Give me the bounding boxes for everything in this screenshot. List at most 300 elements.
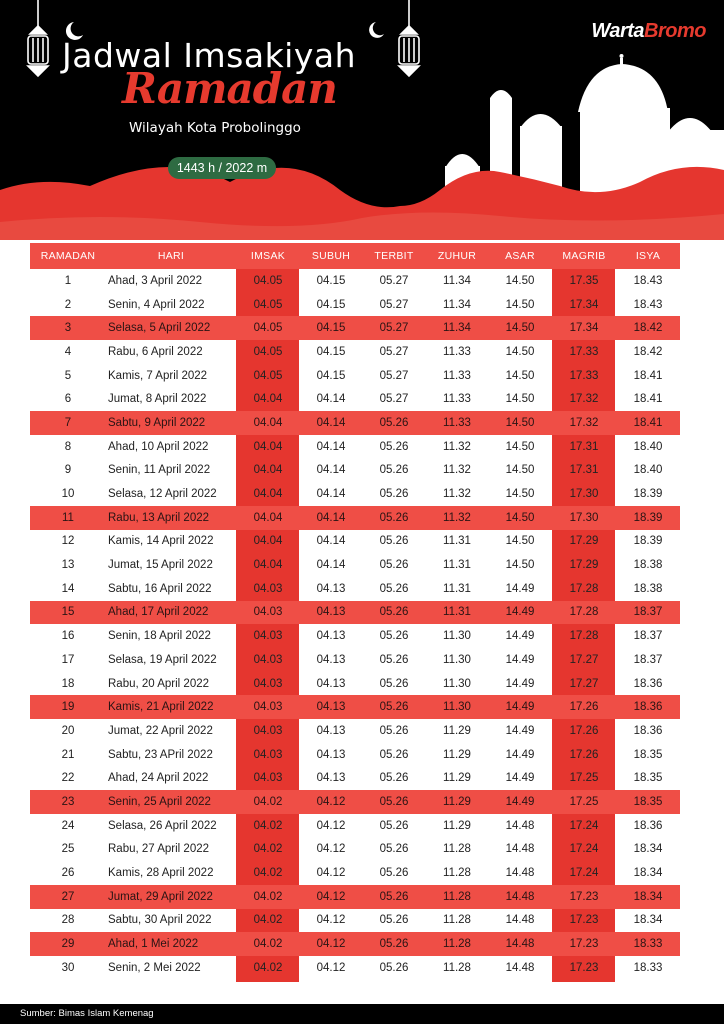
- cell-zuhur: 11.30: [443, 653, 471, 666]
- cell-ramadan: 12: [61, 535, 75, 548]
- cell-imsak: 04.04: [253, 440, 283, 453]
- cell-terbit: 05.26: [379, 795, 409, 808]
- cell-terbit: 05.26: [379, 724, 409, 737]
- cell-subuh: 04.15: [316, 322, 346, 335]
- cell-terbit: 05.27: [379, 322, 409, 335]
- cell-asar: 14.50: [505, 322, 535, 335]
- cell-terbit: 05.26: [379, 867, 409, 880]
- cell-terbit: 05.26: [379, 535, 409, 548]
- table-row: [30, 956, 680, 980]
- cell-ramadan: 22: [61, 772, 75, 785]
- cell-asar: 14.49: [505, 582, 535, 595]
- cell-terbit: 05.26: [379, 416, 409, 429]
- cell-hari: Senin, 18 April 2022: [108, 630, 211, 643]
- schedule-table: [30, 243, 680, 980]
- cell-imsak: 04.03: [253, 606, 283, 619]
- cell-asar: 14.49: [505, 653, 535, 666]
- cell-hari: Kamis, 28 April 2022: [108, 867, 214, 880]
- cell-terbit: 05.26: [379, 464, 409, 477]
- cell-zuhur: 11.28: [443, 843, 471, 856]
- cell-magrib: 17.30: [569, 488, 599, 501]
- cell-terbit: 05.26: [379, 653, 409, 666]
- column-header-subuh: SUBUH: [311, 250, 351, 262]
- cell-subuh: 04.12: [316, 867, 346, 880]
- cell-zuhur: 11.29: [443, 819, 471, 832]
- cell-hari: Ahad, 1 Mei 2022: [108, 938, 199, 951]
- cell-zuhur: 11.28: [443, 867, 471, 880]
- cell-hari: Senin, 25 April 2022: [108, 795, 211, 808]
- cell-imsak: 04.02: [253, 914, 283, 927]
- table-row: [30, 743, 680, 767]
- region-label: Wilayah Kota Probolinggo: [129, 120, 301, 136]
- cell-magrib: 17.34: [569, 322, 599, 335]
- cell-zuhur: 11.30: [443, 630, 471, 643]
- cell-isya: 18.41: [633, 369, 663, 382]
- cell-asar: 14.49: [505, 606, 535, 619]
- table-row: [30, 790, 680, 814]
- cell-magrib: 17.33: [569, 345, 599, 358]
- cell-terbit: 05.26: [379, 748, 409, 761]
- cell-magrib: 17.28: [569, 582, 599, 595]
- cell-isya: 18.36: [633, 819, 663, 832]
- cell-terbit: 05.26: [379, 677, 409, 690]
- cell-ramadan: 16: [61, 630, 75, 643]
- cell-asar: 14.50: [505, 464, 535, 477]
- cell-subuh: 04.13: [316, 582, 346, 595]
- cell-subuh: 04.15: [316, 298, 346, 311]
- cell-ramadan: 28: [61, 914, 75, 927]
- cell-subuh: 04.12: [316, 843, 346, 856]
- column-header-magrib: MAGRIB: [562, 250, 606, 262]
- cell-hari: Rabu, 6 April 2022: [108, 345, 203, 358]
- table-row: [30, 838, 680, 862]
- cell-asar: 14.49: [505, 701, 535, 714]
- cell-zuhur: 11.31: [443, 559, 471, 572]
- cell-imsak: 04.04: [253, 464, 283, 477]
- cell-asar: 14.49: [505, 677, 535, 690]
- cell-asar: 14.50: [505, 535, 535, 548]
- cell-ramadan: 29: [61, 938, 75, 951]
- cell-subuh: 04.12: [316, 938, 346, 951]
- table-row: [30, 766, 680, 790]
- cell-imsak: 04.05: [253, 298, 283, 311]
- cell-isya: 18.34: [633, 867, 663, 880]
- cell-subuh: 04.12: [316, 890, 346, 903]
- cell-hari: Senin, 4 April 2022: [108, 298, 205, 311]
- table-row: [30, 293, 680, 317]
- brand-logo: [591, 20, 706, 43]
- cell-hari: Ahad, 10 April 2022: [108, 440, 209, 453]
- cell-zuhur: 11.34: [443, 322, 471, 335]
- lantern-icon: [399, 0, 419, 76]
- cell-zuhur: 11.32: [443, 511, 471, 524]
- cell-asar: 14.50: [505, 274, 535, 287]
- cell-asar: 14.48: [505, 961, 535, 974]
- cell-zuhur: 11.33: [443, 345, 471, 358]
- cell-magrib: 17.27: [569, 677, 599, 690]
- brand-logo-part2: Bromo: [644, 20, 706, 42]
- cell-isya: 18.33: [633, 938, 663, 951]
- cell-subuh: 04.14: [316, 535, 346, 548]
- cell-ramadan: 17: [61, 653, 75, 666]
- year-badge: 1443 h / 2022 m: [168, 157, 276, 179]
- cell-asar: 14.50: [505, 511, 535, 524]
- cell-terbit: 05.26: [379, 488, 409, 501]
- cell-magrib: 17.31: [569, 464, 599, 477]
- cell-magrib: 17.29: [569, 535, 599, 548]
- cell-terbit: 05.27: [379, 393, 409, 406]
- column-header-asar: ASAR: [505, 250, 535, 262]
- cell-zuhur: 11.29: [443, 748, 471, 761]
- cell-terbit: 05.26: [379, 843, 409, 856]
- cell-imsak: 04.03: [253, 724, 283, 737]
- cell-imsak: 04.04: [253, 488, 283, 501]
- cell-isya: 18.40: [633, 464, 663, 477]
- cell-imsak: 04.03: [253, 677, 283, 690]
- cell-subuh: 04.13: [316, 653, 346, 666]
- table-row: [30, 482, 680, 506]
- cell-asar: 14.50: [505, 298, 535, 311]
- cell-ramadan: 27: [61, 890, 75, 903]
- cell-subuh: 04.14: [316, 488, 346, 501]
- table-row: [30, 672, 680, 696]
- cell-isya: 18.33: [633, 961, 663, 974]
- cell-zuhur: 11.31: [443, 582, 471, 595]
- cell-hari: Jumat, 22 April 2022: [108, 724, 213, 737]
- cell-magrib: 17.32: [569, 393, 599, 406]
- cell-imsak: 04.02: [253, 843, 283, 856]
- cell-imsak: 04.03: [253, 748, 283, 761]
- cell-ramadan: 11: [62, 511, 74, 524]
- page-title: Jadwal Imsakiyah: [62, 36, 357, 75]
- cell-subuh: 04.12: [316, 795, 346, 808]
- cell-imsak: 04.05: [253, 274, 283, 287]
- cell-asar: 14.48: [505, 938, 535, 951]
- cell-magrib: 17.26: [569, 748, 599, 761]
- column-header-isya: ISYA: [635, 250, 661, 262]
- cell-zuhur: 11.33: [443, 369, 471, 382]
- cell-ramadan: 20: [61, 724, 75, 737]
- cell-hari: Kamis, 7 April 2022: [108, 369, 208, 382]
- cell-subuh: 04.15: [316, 345, 346, 358]
- cell-magrib: 17.29: [569, 559, 599, 572]
- cell-zuhur: 11.31: [443, 535, 471, 548]
- cell-hari: Selasa, 5 April 2022: [108, 322, 211, 335]
- cell-zuhur: 11.28: [443, 914, 471, 927]
- source-text: Sumber: Bimas Islam Kemenag: [20, 1008, 154, 1019]
- cell-hari: Selasa, 12 April 2022: [108, 488, 217, 501]
- cell-ramadan: 9: [64, 464, 72, 477]
- cell-magrib: 17.34: [569, 298, 599, 311]
- cell-subuh: 04.12: [316, 819, 346, 832]
- cell-ramadan: 23: [61, 795, 75, 808]
- cell-magrib: 17.24: [569, 867, 599, 880]
- cell-imsak: 04.03: [253, 630, 283, 643]
- table-row: [30, 316, 680, 340]
- cell-isya: 18.42: [633, 322, 663, 335]
- cell-subuh: 04.13: [316, 772, 346, 785]
- cell-asar: 14.49: [505, 772, 535, 785]
- cell-ramadan: 13: [61, 559, 75, 572]
- cell-terbit: 05.26: [379, 701, 409, 714]
- cell-imsak: 04.03: [253, 701, 283, 714]
- cell-imsak: 04.03: [253, 772, 283, 785]
- cell-imsak: 04.02: [253, 819, 283, 832]
- column-header-ramadan: RAMADAN: [40, 250, 96, 262]
- cell-ramadan: 2: [64, 298, 72, 311]
- source-footer: [0, 1004, 724, 1024]
- column-header-hari: HARI: [157, 250, 185, 262]
- cell-zuhur: 11.33: [443, 416, 471, 429]
- table-row: [30, 459, 680, 483]
- cell-imsak: 04.04: [253, 393, 283, 406]
- cell-zuhur: 11.29: [443, 724, 471, 737]
- cell-imsak: 04.04: [253, 559, 283, 572]
- table-row: [30, 648, 680, 672]
- cell-asar: 14.49: [505, 795, 535, 808]
- cell-isya: 18.43: [633, 274, 663, 287]
- cell-isya: 18.39: [633, 511, 663, 524]
- cell-isya: 18.34: [633, 843, 663, 856]
- cell-ramadan: 14: [61, 582, 75, 595]
- cell-isya: 18.34: [633, 914, 663, 927]
- cell-subuh: 04.14: [316, 464, 346, 477]
- cell-terbit: 05.26: [379, 511, 409, 524]
- cell-isya: 18.42: [633, 345, 663, 358]
- cell-zuhur: 11.32: [443, 488, 471, 501]
- cell-zuhur: 11.32: [443, 440, 471, 453]
- cell-imsak: 04.02: [253, 867, 283, 880]
- brand-logo-part1: Warta: [591, 20, 645, 42]
- cell-hari: Rabu, 13 April 2022: [108, 511, 210, 524]
- cell-terbit: 05.27: [379, 369, 409, 382]
- table-row: [30, 411, 680, 435]
- cell-ramadan: 18: [61, 677, 75, 690]
- cell-asar: 14.48: [505, 890, 535, 903]
- cell-zuhur: 11.28: [443, 938, 471, 951]
- cell-asar: 14.50: [505, 416, 535, 429]
- cell-ramadan: 5: [64, 369, 72, 382]
- cell-terbit: 05.26: [379, 606, 409, 619]
- cell-hari: Sabtu, 23 APril 2022: [108, 748, 213, 761]
- cell-imsak: 04.05: [253, 369, 283, 382]
- cell-magrib: 17.28: [569, 630, 599, 643]
- cell-isya: 18.38: [633, 582, 663, 595]
- cell-subuh: 04.13: [316, 724, 346, 737]
- cell-terbit: 05.26: [379, 938, 409, 951]
- cell-magrib: 17.23: [569, 961, 599, 974]
- table-row: [30, 340, 680, 364]
- cell-isya: 18.37: [633, 606, 663, 619]
- cell-imsak: 04.02: [253, 961, 283, 974]
- cell-terbit: 05.27: [379, 298, 409, 311]
- cell-asar: 14.48: [505, 914, 535, 927]
- cell-zuhur: 11.32: [443, 464, 471, 477]
- cell-hari: Senin, 11 April 2022: [108, 464, 211, 477]
- table-row: [30, 530, 680, 554]
- cell-magrib: 17.26: [569, 724, 599, 737]
- lantern-icon: [28, 0, 48, 76]
- cell-isya: 18.41: [633, 393, 663, 406]
- cell-hari: Ahad, 17 April 2022: [108, 606, 209, 619]
- cell-isya: 18.36: [633, 701, 663, 714]
- cell-ramadan: 15: [61, 606, 75, 619]
- cell-zuhur: 11.29: [443, 772, 471, 785]
- cell-terbit: 05.27: [379, 274, 409, 287]
- cell-zuhur: 11.28: [443, 890, 471, 903]
- cell-terbit: 05.26: [379, 890, 409, 903]
- cell-hari: Ahad, 3 April 2022: [108, 274, 202, 287]
- cell-ramadan: 25: [61, 843, 75, 856]
- cell-zuhur: 11.34: [443, 298, 471, 311]
- cell-magrib: 17.24: [569, 819, 599, 832]
- cell-hari: Sabtu, 9 April 2022: [108, 416, 206, 429]
- cell-subuh: 04.12: [316, 914, 346, 927]
- cell-magrib: 17.30: [569, 511, 599, 524]
- cell-hari: Ahad, 24 April 2022: [108, 772, 209, 785]
- cell-subuh: 04.12: [316, 961, 346, 974]
- cell-ramadan: 4: [64, 345, 72, 358]
- header-banner: [0, 0, 724, 240]
- crescent-moon-icon: [369, 22, 384, 38]
- table-row: [30, 553, 680, 577]
- cell-terbit: 05.27: [379, 345, 409, 358]
- cell-asar: 14.50: [505, 488, 535, 501]
- cell-hari: Jumat, 29 April 2022: [108, 890, 213, 903]
- cell-subuh: 04.14: [316, 511, 346, 524]
- cell-asar: 14.49: [505, 748, 535, 761]
- cell-ramadan: 1: [64, 274, 72, 287]
- cell-asar: 14.50: [505, 559, 535, 572]
- cell-magrib: 17.25: [569, 772, 599, 785]
- cell-terbit: 05.26: [379, 961, 409, 974]
- cell-hari: Senin, 2 Mei 2022: [108, 961, 201, 974]
- cell-terbit: 05.26: [379, 440, 409, 453]
- cell-imsak: 04.04: [253, 535, 283, 548]
- table-row: [30, 909, 680, 933]
- cell-isya: 18.38: [633, 559, 663, 572]
- table-row: [30, 601, 680, 625]
- cell-isya: 18.36: [633, 724, 663, 737]
- cell-magrib: 17.28: [569, 606, 599, 619]
- cell-hari: Kamis, 21 April 2022: [108, 701, 214, 714]
- cell-isya: 18.41: [633, 416, 663, 429]
- cell-isya: 18.34: [633, 890, 663, 903]
- cell-subuh: 04.14: [316, 440, 346, 453]
- table-row: [30, 695, 680, 719]
- cell-subuh: 04.13: [316, 677, 346, 690]
- cell-ramadan: 8: [64, 440, 72, 453]
- cell-imsak: 04.03: [253, 582, 283, 595]
- cell-hari: Rabu, 27 April 2022: [108, 843, 210, 856]
- cell-asar: 14.48: [505, 843, 535, 856]
- cell-subuh: 04.14: [316, 393, 346, 406]
- cell-ramadan: 24: [61, 819, 75, 832]
- cell-zuhur: 11.30: [443, 701, 471, 714]
- cell-magrib: 17.23: [569, 890, 599, 903]
- cell-isya: 18.37: [633, 630, 663, 643]
- cell-subuh: 04.13: [316, 748, 346, 761]
- cell-subuh: 04.13: [316, 701, 346, 714]
- cell-terbit: 05.26: [379, 819, 409, 832]
- table-header-row: [30, 243, 680, 269]
- cell-terbit: 05.26: [379, 630, 409, 643]
- cell-ramadan: 26: [61, 867, 75, 880]
- cell-imsak: 04.02: [253, 938, 283, 951]
- cell-zuhur: 11.28: [443, 961, 471, 974]
- cell-subuh: 04.14: [316, 416, 346, 429]
- cell-magrib: 17.23: [569, 914, 599, 927]
- cell-ramadan: 7: [64, 416, 72, 429]
- cell-subuh: 04.15: [316, 369, 346, 382]
- cell-imsak: 04.05: [253, 345, 283, 358]
- table-row: [30, 932, 680, 956]
- cell-magrib: 17.35: [569, 274, 599, 287]
- cell-terbit: 05.26: [379, 914, 409, 927]
- cell-magrib: 17.27: [569, 653, 599, 666]
- cell-hari: Jumat, 15 April 2022: [108, 559, 213, 572]
- cell-asar: 14.49: [505, 630, 535, 643]
- table-body: [30, 269, 680, 980]
- cell-hari: Jumat, 8 April 2022: [108, 393, 207, 406]
- cell-asar: 14.50: [505, 345, 535, 358]
- cell-subuh: 04.14: [316, 559, 346, 572]
- cell-subuh: 04.13: [316, 606, 346, 619]
- cell-magrib: 17.23: [569, 938, 599, 951]
- cell-magrib: 17.26: [569, 701, 599, 714]
- column-header-zuhur: ZUHUR: [437, 250, 477, 262]
- table-row: [30, 624, 680, 648]
- cell-subuh: 04.15: [316, 274, 346, 287]
- cell-isya: 18.35: [633, 748, 663, 761]
- table-row: [30, 364, 680, 388]
- cell-imsak: 04.02: [253, 795, 283, 808]
- cell-imsak: 04.05: [253, 322, 283, 335]
- table-row: [30, 861, 680, 885]
- cell-zuhur: 11.29: [443, 795, 471, 808]
- table-row: [30, 387, 680, 411]
- cell-hari: Selasa, 26 April 2022: [108, 819, 217, 832]
- cell-isya: 18.36: [633, 677, 663, 690]
- cell-imsak: 04.04: [253, 416, 283, 429]
- cell-zuhur: 11.33: [443, 393, 471, 406]
- cell-asar: 14.48: [505, 867, 535, 880]
- cell-zuhur: 11.31: [443, 606, 471, 619]
- cell-terbit: 05.26: [379, 559, 409, 572]
- cell-isya: 18.37: [633, 653, 663, 666]
- cell-imsak: 04.04: [253, 511, 283, 524]
- cell-isya: 18.35: [633, 795, 663, 808]
- page-subtitle-script: Ramadan: [122, 64, 337, 113]
- cell-terbit: 05.26: [379, 772, 409, 785]
- cell-asar: 14.50: [505, 393, 535, 406]
- table-row: [30, 269, 680, 293]
- cell-imsak: 04.02: [253, 890, 283, 903]
- cell-asar: 14.50: [505, 369, 535, 382]
- cell-magrib: 17.33: [569, 369, 599, 382]
- table-row: [30, 814, 680, 838]
- cell-hari: Sabtu, 30 April 2022: [108, 914, 212, 927]
- cell-asar: 14.48: [505, 819, 535, 832]
- cell-ramadan: 3: [64, 322, 72, 335]
- cell-isya: 18.39: [633, 488, 663, 501]
- cell-terbit: 05.26: [379, 582, 409, 595]
- cell-hari: Selasa, 19 April 2022: [108, 653, 217, 666]
- cell-magrib: 17.32: [569, 416, 599, 429]
- cell-magrib: 17.24: [569, 843, 599, 856]
- cell-hari: Sabtu, 16 April 2022: [108, 582, 212, 595]
- cell-hari: Kamis, 14 April 2022: [108, 535, 214, 548]
